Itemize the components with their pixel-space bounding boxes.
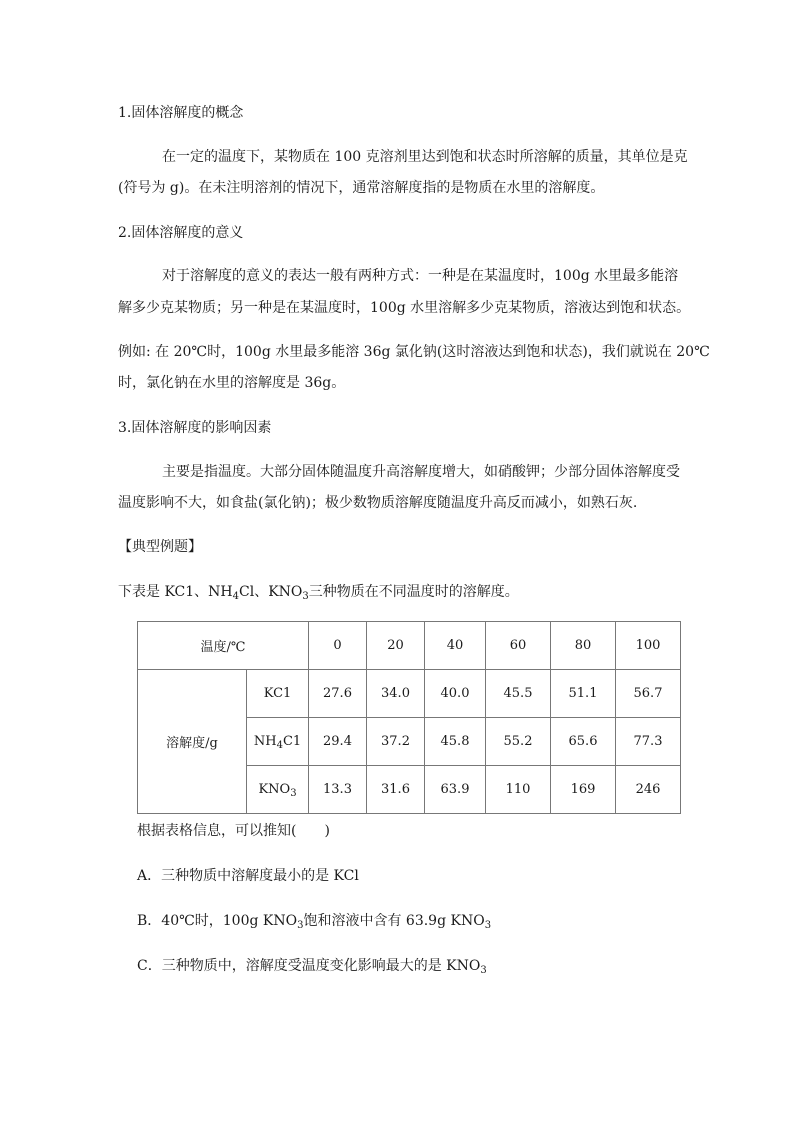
question-intro: 下表是 KC1、$NH_4Cl$、$KNO_3$三种物质在不同温度时的溶解度。 xyxy=(118,584,519,602)
table-cell: 63.9 xyxy=(425,766,486,814)
table-row xyxy=(138,670,681,718)
option-b[interactable]: B．40℃时，100g $KNO_3$饱和溶液中含有 63.9g $KNO_3$ xyxy=(137,913,492,931)
section-3-line-2: 温度影响不大，如食盐(氯化钠)；极少数物质溶解度随温度升高反而减小，如熟石灰. xyxy=(118,495,638,511)
temp-cell: 80 xyxy=(551,622,616,670)
substance-name: $KNO_3$ xyxy=(247,766,309,814)
table-cell: 77.3 xyxy=(616,718,681,766)
solubility-group-label: 溶解度/g xyxy=(138,670,247,814)
table-cell: 27.6 xyxy=(309,670,367,718)
question-prompt: 根据表格信息，可以推知( ) xyxy=(137,823,330,839)
temp-cell: 40 xyxy=(425,622,486,670)
temp-cell: 0 xyxy=(309,622,367,670)
table-cell: 31.6 xyxy=(367,766,425,814)
option-a[interactable]: A．三种物质中溶解度最小的是 KCl xyxy=(137,868,359,884)
table-cell: 246 xyxy=(616,766,681,814)
temp-cell: 60 xyxy=(486,622,551,670)
table-cell: 45.8 xyxy=(425,718,486,766)
table-cell: 13.3 xyxy=(309,766,367,814)
section-2-heading: 2.固体溶解度的意义 xyxy=(118,225,244,241)
table-cell: 65.6 xyxy=(551,718,616,766)
example-title: 【典型例题】 xyxy=(118,539,202,555)
substance-name: KC1 xyxy=(247,670,309,718)
table-cell: 110 xyxy=(486,766,551,814)
section-3-heading: 3.固体溶解度的影响因素 xyxy=(118,420,272,436)
section-3-line-1: 主要是指温度。大部分固体随温度升高溶解度增大，如硝酸钾；少部分固体溶解度受 xyxy=(162,464,680,480)
table-cell: 51.1 xyxy=(551,670,616,718)
temp-cell: 20 xyxy=(367,622,425,670)
table-cell: 29.4 xyxy=(309,718,367,766)
section-2-example-line-2: 时，氯化钠在水里的溶解度是 36g。 xyxy=(118,375,346,391)
section-2-example-line-1: 例如: 在 20℃时，100g 水里最多能溶 36g 氯化钠(这时溶液达到饱和状态)，我们就说在 20℃ xyxy=(118,344,710,360)
option-c[interactable]: C．三种物质中，溶解度受温度变化影响最大的是 $KNO_3$ xyxy=(137,958,487,976)
section-2-line-2: 解多少克某物质；另一种是在某温度时，100g 水里溶解多少克某物质，溶液达到饱和状态。 xyxy=(118,300,691,316)
table-cell: 40.0 xyxy=(425,670,486,718)
section-1-line-1: 在一定的温度下，某物质在 100 克溶剂里达到饱和状态时所溶解的质量，其单位是克 xyxy=(162,149,688,165)
table-cell: 45.5 xyxy=(486,670,551,718)
section-2-line-1: 对于溶解度的意义的表达一般有两种方式：一种是在某温度时，100g 水里最多能溶 xyxy=(162,268,679,284)
table-header-row xyxy=(138,622,681,670)
temp-cell: 100 xyxy=(616,622,681,670)
table-cell: 37.2 xyxy=(367,718,425,766)
temperature-header: 温度/℃ xyxy=(138,622,309,670)
section-1-heading: 1.固体溶解度的概念 xyxy=(118,105,244,121)
table-cell: 55.2 xyxy=(486,718,551,766)
substance-name: $NH_4C1$ xyxy=(247,718,309,766)
table-cell: 56.7 xyxy=(616,670,681,718)
solubility-table xyxy=(137,621,681,814)
table-cell: 34.0 xyxy=(367,670,425,718)
section-1-line-2: (符号为 g)。在未注明溶剂的情况下，通常溶解度指的是物质在水里的溶解度。 xyxy=(118,180,605,196)
table-cell: 169 xyxy=(551,766,616,814)
